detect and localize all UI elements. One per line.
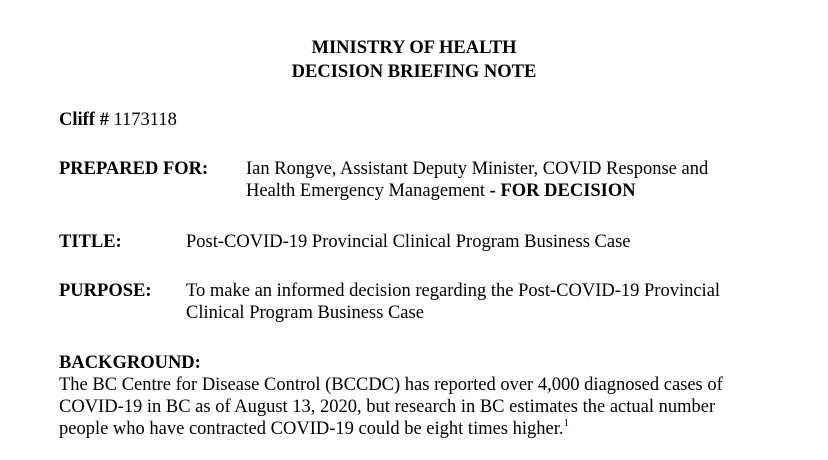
cliff-number-line	[59, 109, 177, 131]
purpose-value	[186, 280, 816, 324]
background-line3-text: people who have contracted COVID-19 could be eight times higher.	[59, 419, 564, 439]
prepared-for-line2	[246, 180, 816, 202]
prepared-for-line1: Ian Rongve, Assistant Deputy Minister, COVID Response and	[246, 159, 709, 179]
for-decision-tag: - FOR DECISION	[485, 181, 636, 201]
briefing-note-heading: DECISION BRIEFING NOTE	[291, 62, 537, 82]
prepared-for-label: PREPARED FOR:	[59, 159, 209, 179]
ministry-heading: MINISTRY OF HEALTH	[311, 38, 517, 58]
cliff-label: Cliff #	[59, 110, 109, 130]
background-label: BACKGROUND:	[59, 353, 201, 373]
title-label: TITLE:	[59, 232, 122, 252]
background-line3	[59, 418, 819, 440]
background-line2: COVID-19 in BC as of August 13, 2020, but research in BC estimates the actual number	[59, 397, 716, 417]
background-paragraph	[59, 374, 819, 440]
background-line1: The BC Centre for Disease Control (BCCDC) has reported over 4,000 diagnosed cases of	[59, 375, 723, 395]
cliff-number: 1173118	[113, 110, 177, 130]
title-value: Post-COVID-19 Provincial Clinical Program Business Case	[186, 232, 631, 252]
purpose-line1: To make an informed decision regarding the Post-COVID-19 Provincial	[186, 281, 721, 301]
purpose-line2: Clinical Program Business Case	[186, 303, 424, 323]
footnote-reference[interactable]: 1	[563, 416, 569, 429]
purpose-label: PURPOSE:	[59, 281, 152, 301]
prepared-for-value	[246, 158, 816, 202]
prepared-for-line2-text: Health Emergency Management	[246, 181, 486, 201]
